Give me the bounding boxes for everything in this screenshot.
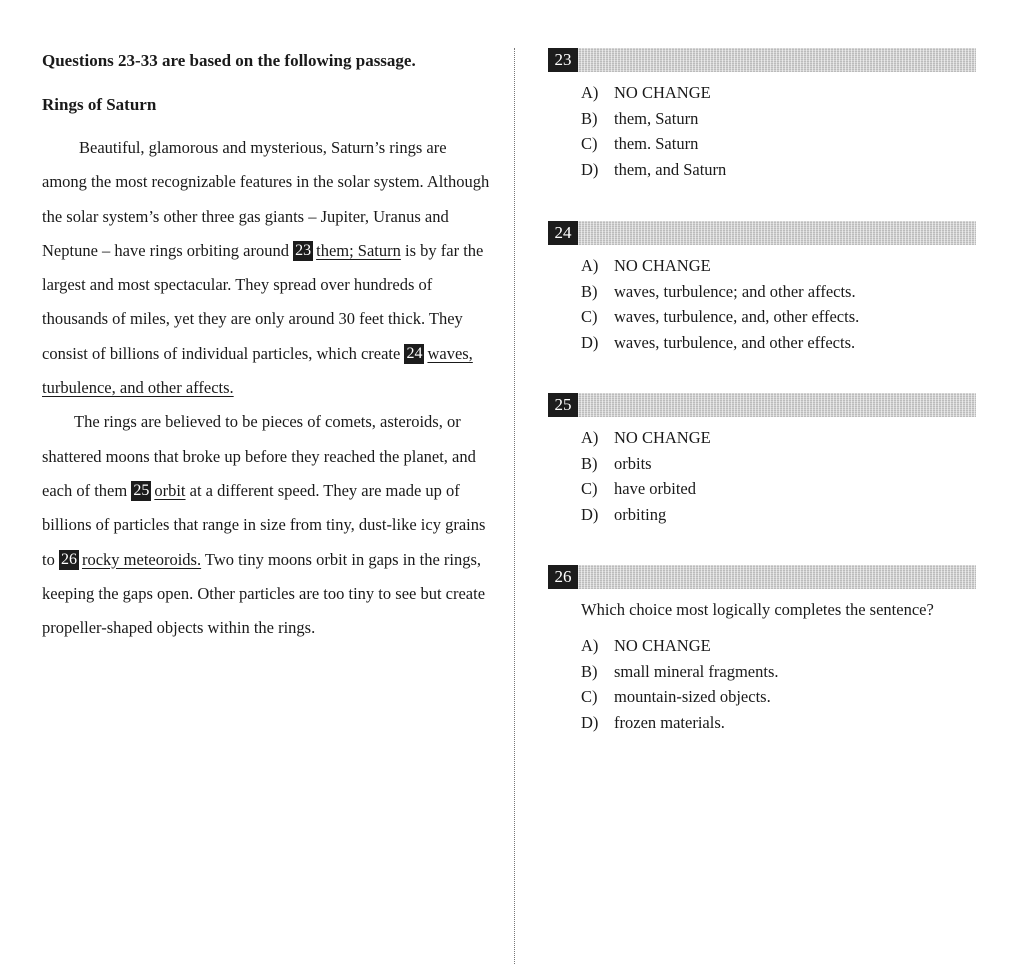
passage-text: Beautiful, glamorous and mysterious, Saturn’s rings are among the most recognizable features in the solar system. Although the solar system’s other three gas giants – Jupiter, Uranus and Neptune – have rings orbiting around <box>42 138 490 260</box>
answer-choice-d[interactable] <box>581 710 976 736</box>
passage-column <box>42 45 492 645</box>
question-number: 23 <box>548 48 578 72</box>
question-25 <box>548 393 976 528</box>
question-header <box>548 48 976 72</box>
answer-choice-a[interactable] <box>581 253 976 279</box>
question-header <box>548 565 976 589</box>
answer-choice-a[interactable] <box>581 425 976 451</box>
choice-letter: B) <box>581 661 598 681</box>
passage-paragraph-1 <box>42 131 492 405</box>
choice-letter: C) <box>581 479 598 499</box>
answer-choices <box>548 253 976 356</box>
question-header-bar <box>578 48 976 72</box>
answer-choice-d[interactable] <box>581 330 976 356</box>
column-divider <box>514 48 515 964</box>
choice-letter: C) <box>581 307 598 327</box>
choice-text: waves, turbulence; and other affects. <box>614 281 856 301</box>
answer-choices <box>548 633 976 736</box>
answer-choice-c[interactable] <box>581 684 976 710</box>
question-number: 24 <box>548 221 578 245</box>
choice-letter: B) <box>581 453 598 473</box>
passage-text: at a different speed. They are made up of billions of particles that range in size from tiny, dust-like icy grains to <box>42 480 486 569</box>
passage-text: is by far the largest and most spectacular. They spread over hundreds of thousands of miles, yet they are only around 30 feet thick. They consist of billions of individual particles, which create <box>42 240 484 363</box>
choice-text: NO CHANGE <box>614 636 711 655</box>
choice-text: orbiting <box>614 505 667 525</box>
choice-text: small mineral fragments. <box>614 661 779 681</box>
answer-choice-a[interactable] <box>581 633 976 659</box>
question-prompt: Which choice most logically completes the sentence? <box>581 600 934 619</box>
choice-text: NO CHANGE <box>614 428 711 447</box>
choice-letter: C) <box>581 687 598 707</box>
passage-intro: Questions 23-33 are based on the following passage. <box>42 51 416 70</box>
question-header-bar <box>578 565 976 589</box>
answer-choice-d[interactable] <box>581 157 976 183</box>
choice-letter: A) <box>581 256 599 275</box>
choice-letter: D) <box>581 160 599 180</box>
passage-title: Rings of Saturn <box>42 95 157 114</box>
choice-letter: A) <box>581 428 599 447</box>
question-marker-25[interactable]: 25 <box>133 481 150 499</box>
question-23 <box>548 48 976 183</box>
question-marker-26[interactable]: 26 <box>60 550 77 568</box>
question-marker-23[interactable]: 23 <box>295 241 312 259</box>
answer-choice-d[interactable] <box>581 502 976 528</box>
choice-letter: C) <box>581 134 598 154</box>
choice-text: them. Saturn <box>614 134 699 154</box>
underlined-portion-24: waves, turbulence, and other affects. <box>42 343 473 398</box>
passage-body <box>42 131 492 645</box>
choice-text: frozen materials. <box>614 713 725 733</box>
answer-choice-b[interactable] <box>581 106 976 132</box>
choice-letter: B) <box>581 108 598 128</box>
choice-letter: A) <box>581 83 599 102</box>
question-number: 26 <box>548 565 578 589</box>
answer-choices <box>548 425 976 528</box>
choice-text: waves, turbulence, and, other effects. <box>614 307 860 327</box>
answer-choice-c[interactable] <box>581 131 976 157</box>
underlined-portion-25: orbit <box>154 480 186 500</box>
answer-choice-c[interactable] <box>581 304 976 330</box>
passage-text: Two tiny moons orbit in gaps in the rings, keeping the gaps open. Other particles are too tiny to see but create propeller-shaped objects within the rings. <box>42 549 486 638</box>
question-header <box>548 221 976 245</box>
question-marker-24[interactable]: 24 <box>406 344 423 362</box>
question-26 <box>548 565 976 736</box>
question-number: 25 <box>548 393 578 417</box>
passage-paragraph-2 <box>42 405 492 645</box>
choice-text: orbits <box>614 453 652 473</box>
choice-text: waves, turbulence, and other effects. <box>614 333 856 353</box>
choice-text: them, and Saturn <box>614 160 727 180</box>
choice-letter: D) <box>581 333 599 353</box>
choice-letter: B) <box>581 281 598 301</box>
answer-choice-c[interactable] <box>581 476 976 502</box>
question-24 <box>548 221 976 356</box>
answer-choice-b[interactable] <box>581 279 976 305</box>
choice-text: have orbited <box>614 479 697 499</box>
passage-text: The rings are believed to be pieces of comets, asteroids, or shattered moons that broke up before they reached the planet, and each of them <box>42 412 476 500</box>
choice-text: NO CHANGE <box>614 256 711 275</box>
choice-letter: A) <box>581 636 599 655</box>
question-header-bar <box>578 393 976 417</box>
answer-choice-b[interactable] <box>581 451 976 477</box>
underlined-portion-23: them; Saturn <box>316 240 401 260</box>
answer-choice-b[interactable] <box>581 659 976 685</box>
answer-choices <box>548 80 976 183</box>
choice-text: mountain-sized objects. <box>614 687 771 707</box>
choice-text: NO CHANGE <box>614 83 711 102</box>
question-header-bar <box>578 221 976 245</box>
choice-letter: D) <box>581 505 599 525</box>
question-header <box>548 393 976 417</box>
underlined-portion-26: rocky meteoroids. <box>81 549 202 569</box>
choice-letter: D) <box>581 713 599 733</box>
answer-choice-a[interactable] <box>581 80 976 106</box>
choice-text: them, Saturn <box>614 108 699 128</box>
